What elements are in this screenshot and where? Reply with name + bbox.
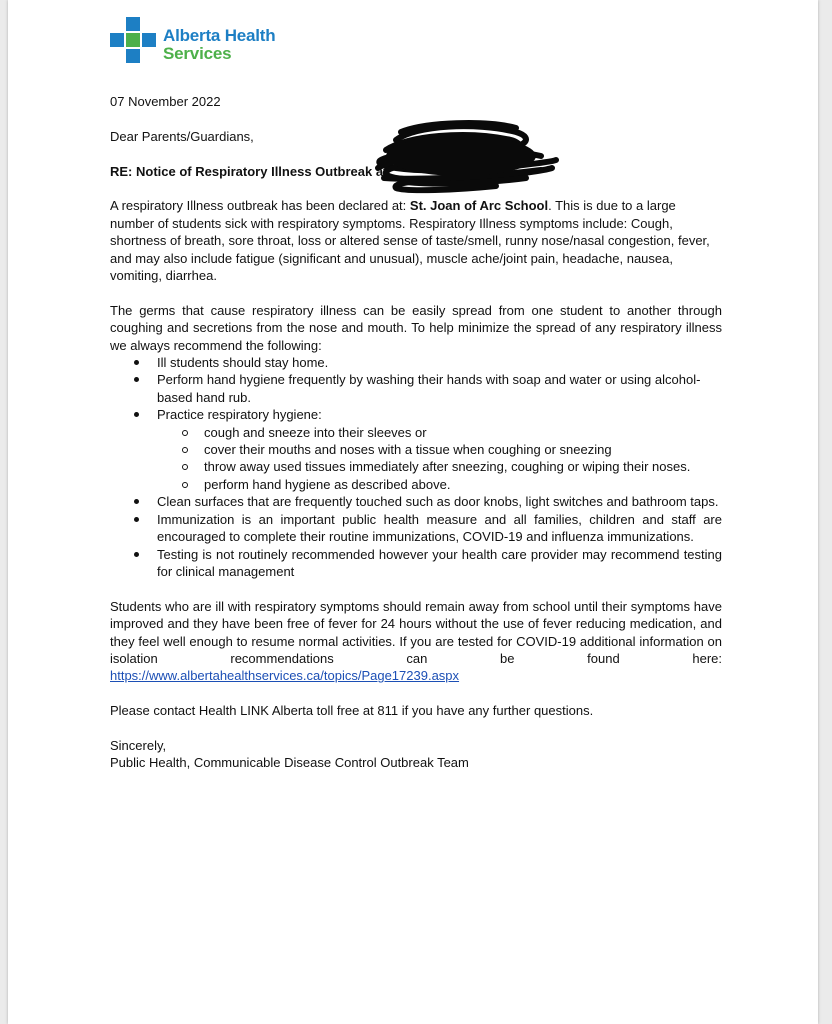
sub-list-item: throw away used tissues immediately after sneezing, coughing or wiping their noses. (157, 458, 722, 475)
paragraph-outbreak (110, 197, 722, 284)
redaction-scribble (366, 120, 561, 200)
recommendation-list (110, 354, 722, 580)
re-line: RE: Notice of Respiratory Illness Outbreak at (110, 163, 388, 179)
sub-list-item: cough and sneeze into their sleeves or (157, 424, 722, 441)
closing: Sincerely, (110, 737, 167, 753)
paragraph-contact: Please contact Health LINK Alberta toll free at 811 if you have any further questions. (110, 703, 594, 719)
logo-wordmark (163, 27, 275, 63)
sub-list-item: perform hand hygiene as described above. (157, 476, 722, 493)
salutation: Dear Parents/Guardians, (110, 128, 254, 144)
hygiene-sublist (157, 424, 722, 494)
list-item: Testing is not routinely recommended however your health care provider may recommend testing for clinical management (110, 546, 722, 581)
p1-intro: A respiratory Illness outbreak has been declared at: (110, 198, 410, 214)
isolation-info-link[interactable]: https://www.albertahealthservices.ca/topics/Page17239.aspx (110, 668, 460, 684)
ahs-cross-icon (110, 17, 158, 65)
ahs-logo (110, 17, 280, 65)
school-name: St. Joan of Arc School (409, 198, 549, 214)
logo-line1: Alberta Health (163, 26, 276, 45)
paragraph-stay-home (110, 598, 722, 685)
list-item: Perform hand hygiene frequently by washing their hands with soap and water or using alcohol-based hand rub. (110, 371, 722, 406)
p1-rest: . This is due to a large number of students sick with respiratory symptoms. Respiratory Illness symptoms include: Cough, shortness of breath, sore throat, loss or altered sense of taste/smell, runny nose/nasal congestion, fever, and may also include fatigue (significant and unusual), muscle ache/joint pain, headache, nausea, vomiting, diarrhea. (110, 198, 710, 284)
list-item-respiratory-hygiene (110, 406, 722, 493)
logo-line2: Services (163, 44, 232, 63)
list-item: Immunization is an important public health measure and all families, children and staff are encouraged to complete their routine immunizations, COVID-19 and influenza immunizations. (110, 511, 722, 546)
list-item-label: Practice respiratory hygiene: (157, 407, 322, 423)
list-item: Clean surfaces that are frequently touched such as door knobs, light switches and bathroom taps. (110, 493, 722, 510)
list-item: Ill students should stay home. (110, 354, 722, 371)
paragraph-germs: The germs that cause respiratory illness can be easily spread from one student to another through coughing and secretions from the nose and mouth. To help minimize the spread of any respiratory illness we always recommend the following: (110, 302, 722, 353)
sub-list-item: cover their mouths and noses with a tissue when coughing or sneezing (157, 441, 722, 458)
letter-date: 07 November 2022 (110, 94, 221, 109)
p3-text: Students who are ill with respiratory symptoms should remain away from school until their symptoms have improved and they have been free of fever for 24 hours without the use of fever reducing medication, and they feel well enough to resume normal activities. If you are tested for COVID-19 additional information on isolation recommendations can be found here: (110, 598, 722, 666)
signature: Public Health, Communicable Disease Control Outbreak Team (110, 755, 469, 771)
